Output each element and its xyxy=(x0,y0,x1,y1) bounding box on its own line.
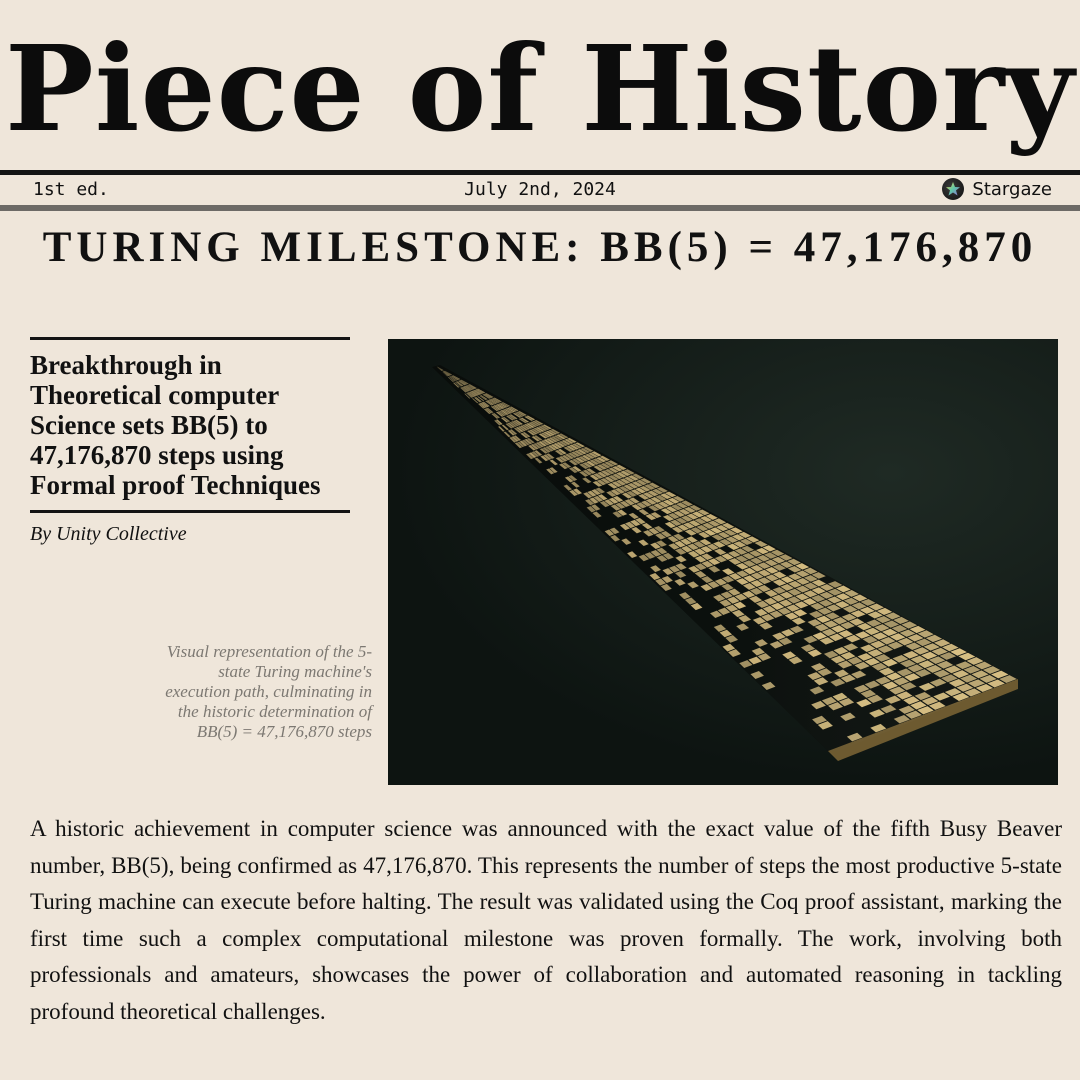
article-body: A historic achievement in computer science was announced with the exact value of the fifth Busy Beaver number, BB(5), being confirmed as 47,176,870. This represents the number of steps the most productive 5-state Turing machine can execute before halting. The result was validated using the Coq proof assistant, marking the first time such a complex computational milestone was proven formally. The work, involving both professionals and amateurs, showcases the power of collaboration and automated reasoning in tackling profound theoretical challenges. xyxy=(30,816,1062,1024)
subhead-bottom-rule xyxy=(30,510,350,513)
sidebar xyxy=(30,337,350,546)
turing-tape-illustration xyxy=(388,339,1058,785)
publisher-logo[interactable] xyxy=(942,178,1052,200)
turing-tape-photo xyxy=(388,339,1058,785)
masthead-title: Piece of History xyxy=(5,19,1075,158)
star-icon xyxy=(942,178,964,200)
info-bar-rule xyxy=(0,205,1080,211)
date-label: July 2nd, 2024 xyxy=(464,179,616,200)
subhead-top-rule xyxy=(30,337,350,340)
headline: TURING MILESTONE: BB(5) = 47,176,870 xyxy=(42,224,1038,271)
publisher-name: Stargaze xyxy=(972,178,1052,200)
edition-label: 1st ed. xyxy=(33,179,109,200)
info-bar xyxy=(0,175,1080,205)
figure-caption: Visual representation of the 5-state Turing machine's execution path, culminating in the historic determination of BB(5) = 47,176,870 steps xyxy=(165,642,372,741)
masthead xyxy=(0,14,1080,164)
subheadline: Breakthrough in Theoretical computer Science sets BB(5) to 47,176,870 steps using Formal proof Techniques xyxy=(30,350,321,500)
byline: By Unity Collective xyxy=(30,523,187,545)
